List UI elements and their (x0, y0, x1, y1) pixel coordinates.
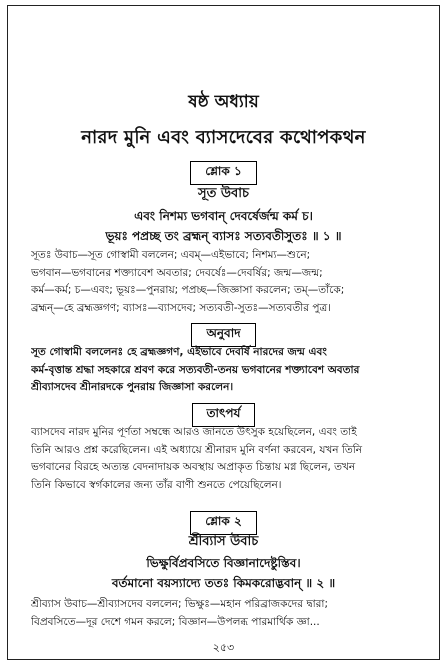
synonym-line: ভগবান—ভগবানের শক্ত্যাবেশ অবতার; দেবর্ষেঃ—দেবর্ষির; জন্ম—জন্ম; (31, 266, 323, 279)
sloka-2-speaker: শ্রীব্যাস উবাচ (188, 534, 259, 549)
synonym-line: ব্রহ্মন্—হে ব্রহ্মজ্ঞগণ; ব্যাসঃ—ব্যাসদেব; সত্যবতী-সুতঃ—সত্যবতীর পুত্র। (31, 301, 331, 314)
synonym-line: সূতঃ উবাচ—সূত গোস্বামী বললেন; এবম্—এইভাবে; নিশম্য—শুনে; (31, 249, 311, 261)
sloka-2-label: শ্লোক ২ (190, 511, 257, 535)
translation-line: কর্ম-বৃত্তান্ত শ্রদ্ধা সহকারে শ্রবণ করে সত্যবতী-তনয় ভগবানের শক্ত্যাবেশ অবতার (31, 363, 360, 376)
synonym-line: বিপ্রবসিতে—দূর দেশে গমন করলে; বিজ্ঞান—উপলব্ধ পারমার্থিক জ্ঞা... (31, 615, 320, 628)
synonym-line: কর্ম—কর্ম; চ—এবং; ভূয়ঃ—পুনরায়; পপ্রচ্ছ—জিজ্ঞাসা করলেন; তম্—তাঁকে; (31, 284, 345, 296)
chapter-title: নারদ মুনি এবং ব্যাসদেবের কথোপকথন (81, 127, 366, 148)
purport-label: তাৎপর্য (192, 403, 256, 427)
sloka-1-speaker: সূত উবাচ (197, 186, 249, 201)
purport-line: তিনি কিভাবে স্বর্গকালের জন্য তাঁর বাণী শুনতে পেয়েছিলেন। (31, 478, 282, 491)
sloka-2-verse-line-2: বর্তমানো বয়স্যাদ্যে ততঃ কিমকরোদ্ভবান্ ॥ ২ ॥ (111, 576, 336, 590)
purport-line: তিনি আরও প্রশ্ন করেছিলেন। এই অধ্যায়ে শ্রীনারদ মুনি বর্ণনা করবেন, যখন তিনি (31, 443, 363, 456)
translation-line: শ্রীব্যাসদেব শ্রীনারদকে পুনরায় জিজ্ঞাসা করলেন। (31, 381, 234, 393)
sloka-1-verse-line-1: এবং নিশম্য ভগবান্ দেবর্ষের্জন্ম কর্ম চ। (134, 209, 313, 223)
sloka-1-label: শ্লোক ১ (190, 161, 257, 185)
sloka-2-synonyms (31, 596, 426, 631)
sloka-2-verse-line-1: ভিক্ষুর্বিপ্রবসিতে বিজ্ঞানাদেষ্টুস্তিব। (146, 556, 301, 570)
purport-line: ভগবানের বিরহে অত্যন্ত বেদনাদায়ক অবস্থায় অপ্রাকৃত চিন্তায় মগ্ন ছিলেন, তখন (31, 461, 356, 473)
synonym-line: শ্রীব্যাস উবাচ—শ্রীব্যাসদেব বললেন; ভিক্ষুঃ—মহান পরিব্রাজকদের দ্বারা; (31, 598, 329, 610)
sloka-1-label-box (8, 160, 439, 185)
translation-label: অনুবাদ (191, 323, 255, 347)
sloka-1-verse-line-2: ভূয়ঃ পপ্রচ্ছ তং ব্রহ্মন্ ব্যাসঃ সত্যবতীসুতঃ ॥ ১ ॥ (105, 229, 342, 243)
sloka-1-synonyms (31, 247, 426, 317)
sloka-1-translation (31, 344, 426, 397)
chapter-heading: ষষ্ঠ অধ্যায় (188, 92, 259, 112)
translation-line: সূত গোস্বামী বললেনঃ হে ব্রহ্মজ্ঞগণ, এইভাবে দেবর্ষি নারদের জন্ম এবং (31, 346, 327, 358)
page-number: ২৫৩ (212, 641, 235, 654)
purport-line: ব্যাসদেব নারদ মুনির পূর্ণতা সম্বন্ধে আরও জানতে উৎসুক হয়েছিলেন, এবং তাই (31, 426, 357, 438)
book-page (7, 5, 440, 660)
sloka-1-purport (31, 424, 426, 494)
